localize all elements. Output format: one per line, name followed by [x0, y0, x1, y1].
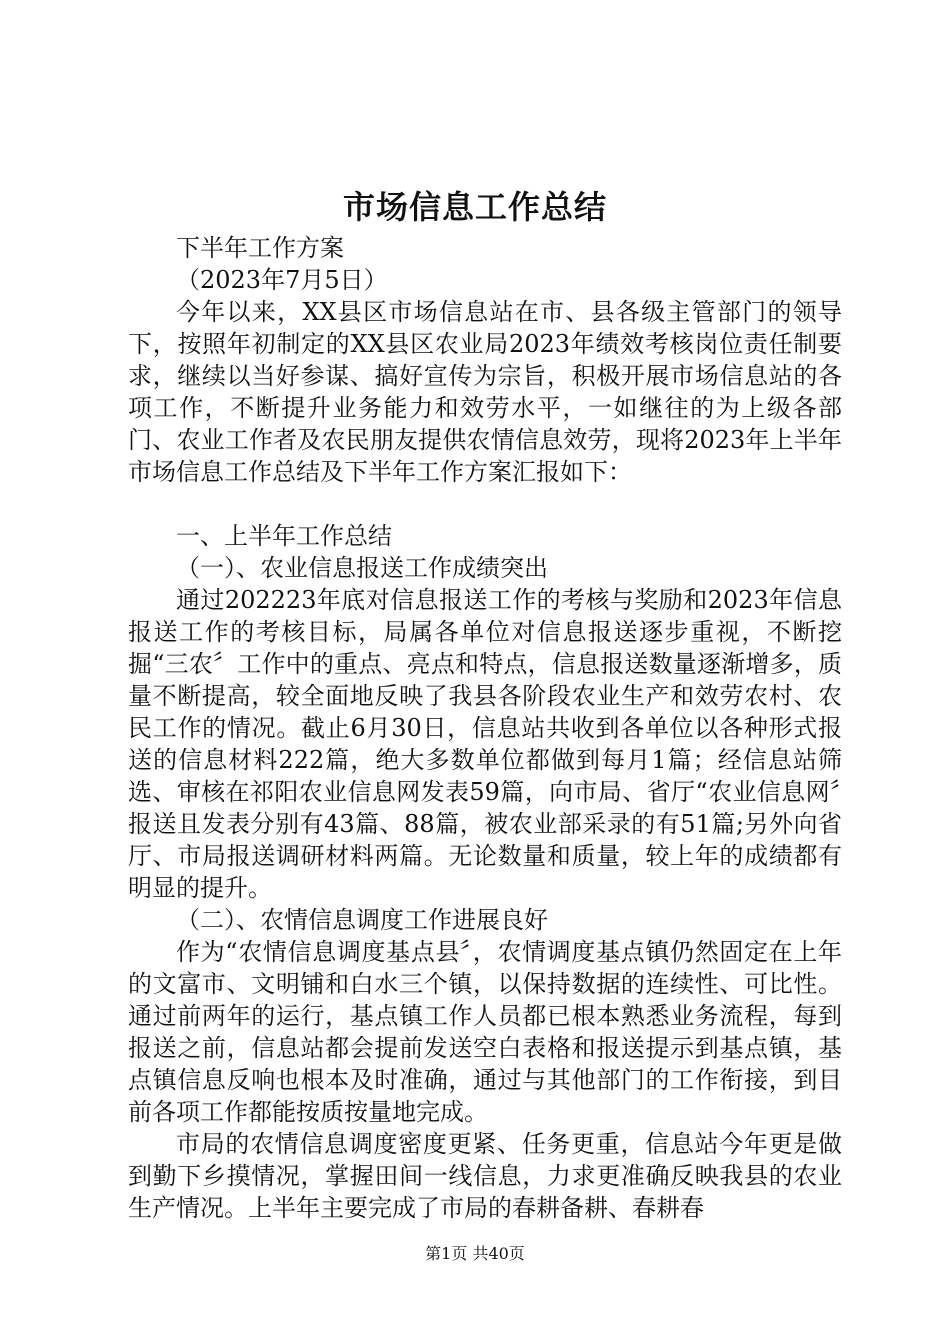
- body-paragraph: 市局的农情信息调度密度更紧、任务更重，信息站今年更是做到勤下乡摸情况，掌握田间一线信息，力求更准确反映我县的农业生产情况。上半年主要完成了市局的春耕备耕、春耕春: [128, 1130, 842, 1222]
- body-paragraph: 作为“农情信息调度基点县〞，农情调度基点镇仍然固定在上年的文富市、文明铺和白水三个镇，以保持数据的连续性、可比性。通过前两年的运行，基点镇工作人员都已根本熟悉业务流程，每到报送之前，信息站都会提前发送空白表格和报送提示到基点镇，基点镇信息反响也根本及时准确，通过与其他部门的工作衔接，到目前各项工作都能按质按量地完成。: [128, 938, 842, 1126]
- page-number-footer: 第1页 共40页: [425, 1244, 525, 1263]
- subsection-heading: （一）、农业信息报送工作成绩突出: [176, 554, 548, 582]
- subtitle-paragraph: 下半年工作方案: [176, 234, 344, 262]
- section-heading: 一、上半年工作总结: [176, 522, 392, 550]
- subsection-heading: （二）、农情信息调度工作进展良好: [176, 906, 548, 934]
- document-body: [128, 232, 842, 1224]
- body-paragraph: 通过202223年底对信息报送工作的考核与奖励和2023年信息报送工作的考核目标，局属各单位对信息报送逐步重视，不断挖掘“三农〞工作中的重点、亮点和特点，信息报送数量逐渐增多，质量不断提高，较全面地反映了我县各阶段农业生产和效劳农村、农民工作的情况。截止6月30日，信息站共收到各单位以各种形式报送的信息材料222篇，绝大多数单位都做到每月1篇；经信息站筛选、审核在祁阳农业信息网发表59篇，向市局、省厅“农业信息网〞报送且发表分别有43篇、88篇，被农业部采录的有51篇;另外向省厅、市局报送调研材料两篇。无论数量和质量，较上年的成绩都有明显的提升。: [128, 586, 842, 902]
- intro-paragraph: 今年以来，XX县区市场信息站在市、县各级主管部门的领导下，按照年初制定的XX县区农业局2023年绩效考核岗位责任制要求，继续以当好参谋、搞好宣传为宗旨，积极开展市场信息站的各项工作，不断提升业务能力和效劳水平，一如继往的为上级各部门、农业工作者及农民朋友提供农情信息效劳，现将2023年上半年市场信息工作总结及下半年工作方案汇报如下：: [128, 298, 842, 486]
- document-title: 市场信息工作总结: [342, 188, 607, 226]
- date-paragraph: （2023年7月5日）: [176, 266, 388, 294]
